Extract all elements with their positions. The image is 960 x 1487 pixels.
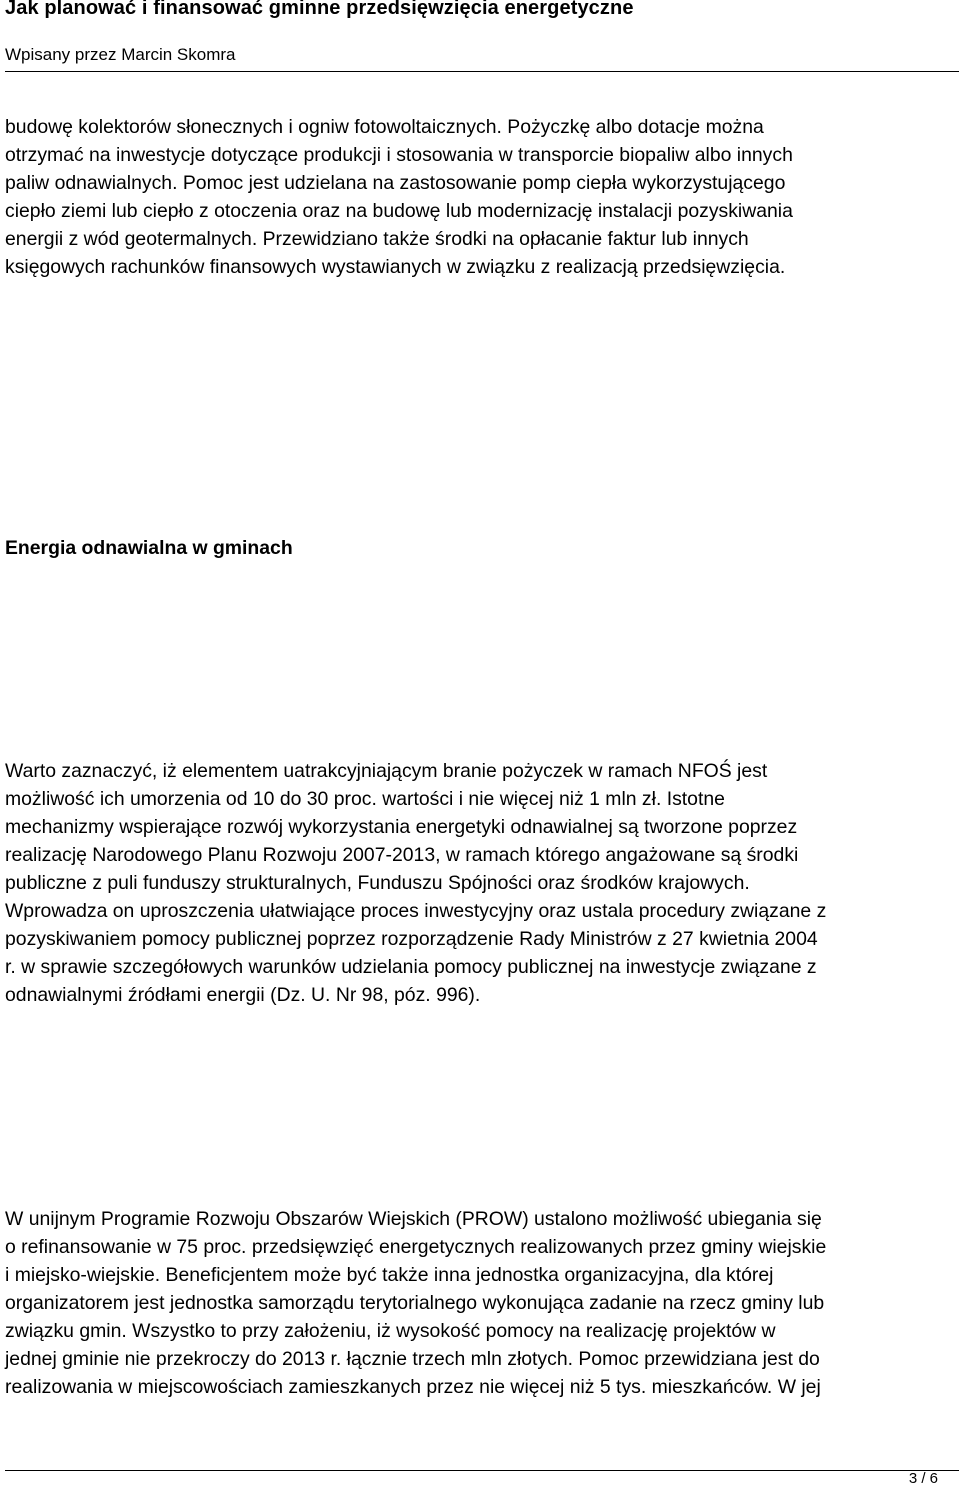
body-paragraph-2: Warto zaznaczyć, iż elementem uatrakcyjniającym branie pożyczek w ramach NFOŚ jest możliwość ich umorzenia od 10 do 30 proc. wartości i nie więcej niż 1 mln zł. Istotne mechanizmy wspierające rozwój wykorzystania energetyki odnawialnej są tworzone poprzez realizację Narodowego Planu Rozwoju 2007-2013, w ramach którego angażowane są środki publiczne z puli funduszy strukturalnych, Funduszu Spójności oraz środków krajowych. Wprowadza on uproszczenia ułatwiające proces inwestycyjny oraz ustala procedury związane z pozyskiwaniem pomocy publicznej poprzez rozporządzenie Rady Ministrów z 27 kwietnia 2004 r. w sprawie szczegółowych warunków udzielania pomocy publicznej na inwestycje związane z odnawialnymi źródłami energii (Dz. U. Nr 98, póz. 996). [5, 760, 827, 1006]
page-number: 3 / 6 [908, 1470, 938, 1487]
author-line: Wpisany przez Marcin Skomra [5, 45, 236, 64]
footer-divider [5, 1470, 959, 1471]
document-title: Jak planować i finansować gminne przedsięwzięcia energetyczne [5, 0, 634, 19]
section-heading: Energia odnawialna w gminach [5, 537, 293, 559]
header-divider [5, 71, 959, 72]
body-paragraph-1: budowę kolektorów słonecznych i ogniw fotowoltaicznych. Pożyczkę albo dotacje można otrzymać na inwestycje dotyczące produkcji i stosowania w transporcie biopaliw albo innych paliw odnawialnych. Pomoc jest udzielana na zastosowanie pomp ciepła wykorzystującego ciepło ziemi lub ciepło z otoczenia oraz na budowę lub modernizację instalacji pozyskiwania energii z wód geotermalnych. Przewidziano także środki na opłacanie faktur lub innych księgowych rachunków finansowych wystawianych w związku z realizacją przedsięwzięcia. [5, 116, 793, 278]
body-paragraph-3: W unijnym Programie Rozwoju Obszarów Wiejskich (PROW) ustalono możliwość ubiegania się o refinansowanie w 75 proc. przedsięwzięć energetycznych realizowanych przez gminy wiejskie i miejsko-wiejskie. Beneficjentem może być także inna jednostka organizacyjna, dla której organizatorem jest jednostka samorządu terytorialnego wykonująca zadanie na rzecz gminy lub związku gmin. Wszystko to przy założeniu, iż wysokość pomocy na realizację projektów w jednej gminie nie przekroczy do 2013 r. łącznie trzech mln złotych. Pomoc przewidziana jest do realizowania w miejscowościach zamieszkanych przez nie więcej niż 5 tys. mieszkańców. W jej [5, 1208, 827, 1398]
